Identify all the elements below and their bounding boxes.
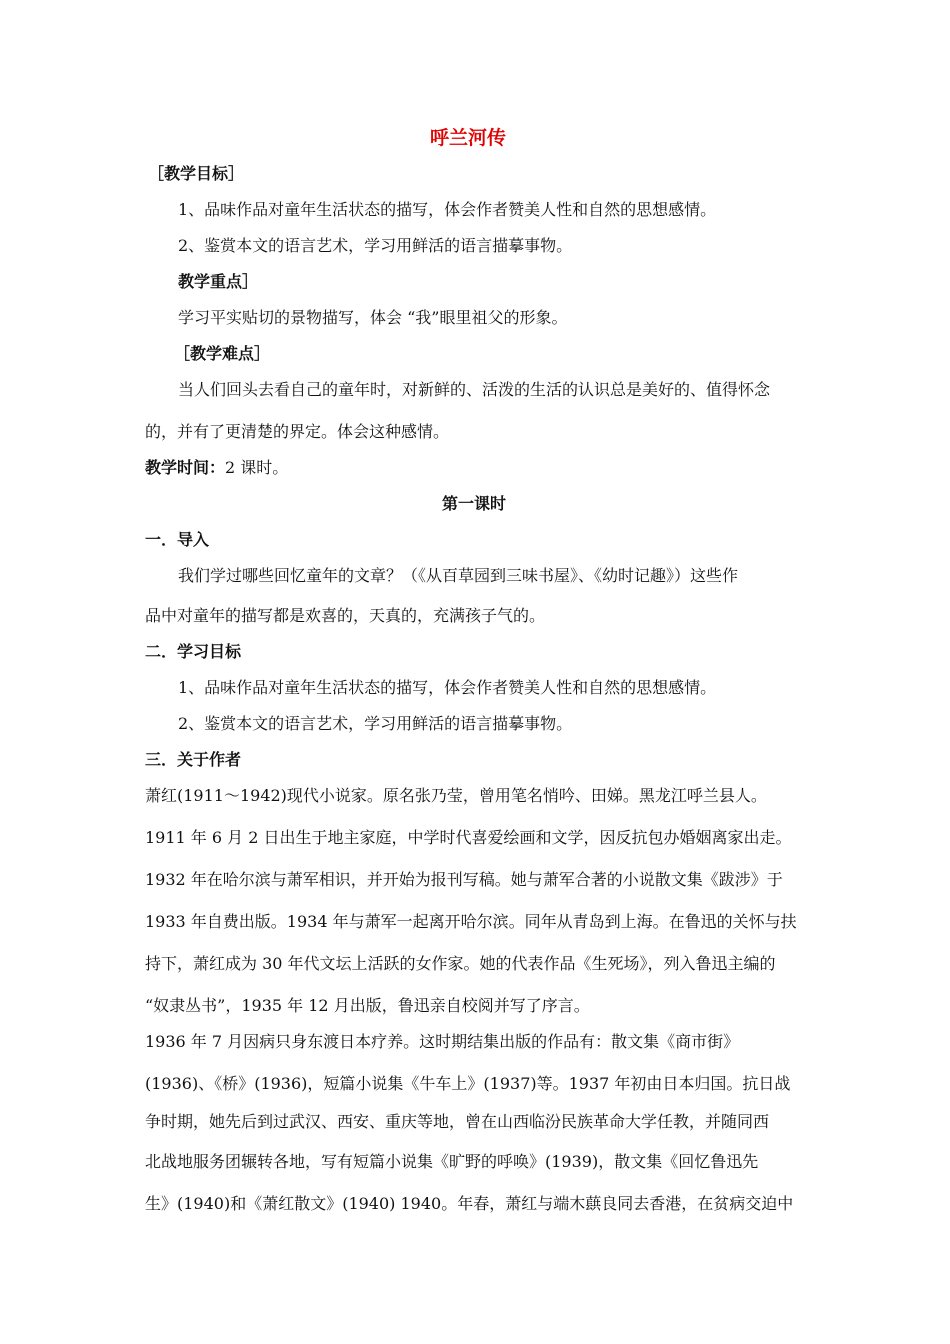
- author-line-7: 1936 年 7 月因病只身东渡日本疗养。这时期结集出版的作品有：散文集《商市街》: [145, 1032, 740, 1051]
- teaching-time: [145, 458, 288, 478]
- intro-heading: 一．导入: [145, 530, 210, 549]
- author-heading: 三．关于作者: [145, 750, 242, 769]
- key-points-heading: 教学重点］: [178, 272, 259, 291]
- difficulties-text-line1: 当人们回头去看自己的童年时，对新鲜的、活泼的生活的认识总是美好的、值得怀念: [178, 380, 771, 399]
- teaching-goals-heading: ［教学目标］: [148, 164, 245, 183]
- objectives-heading: 二．学习目标: [145, 642, 242, 661]
- author-line-9: 争时期，她先后到过武汉、西安、重庆等地，曾在山西临汾民族革命大学任教，并随同西: [145, 1112, 770, 1131]
- lesson1-heading: 第一课时: [442, 494, 507, 513]
- author-line-10: 北战地服务团辗转各地，写有短篇小说集《旷野的呼唤》(1939)，散文集《回忆鲁迅先: [145, 1152, 759, 1171]
- teaching-time-label: 教学时间：: [145, 458, 226, 477]
- objective-2: 2、鉴赏本文的语言艺术，学习用鲜活的语言描摹事物。: [178, 714, 573, 733]
- intro-line2: 品中对童年的描写都是欢喜的，天真的，充满孩子气的。: [145, 606, 546, 625]
- author-line-6: “奴隶丛书”，1935 年 12 月出版，鲁迅亲自校阅并写了序言。: [145, 996, 590, 1015]
- teaching-time-value: 2 课时。: [225, 458, 289, 477]
- teaching-goal-2: 2、鉴赏本文的语言艺术，学习用鲜活的语言描摹事物。: [178, 236, 573, 255]
- difficulties-text-line2: 的，并有了更清楚的界定。体会这种感情。: [145, 422, 450, 441]
- teaching-goal-1: 1、品味作品对童年生活状态的描写，体会作者赞美人性和自然的思想感情。: [178, 200, 717, 219]
- key-points-text: 学习平实贴切的景物描写，体会 “我”眼里祖父的形象。: [178, 308, 568, 327]
- author-line-5: 持下，萧红成为 30 年代文坛上活跃的女作家。她的代表作品《生死场》，列入鲁迅主编的: [145, 954, 776, 973]
- author-line-1: 萧红(1911～1942)现代小说家。原名张乃莹，曾用笔名悄吟、田娣。黑龙江呼兰县人。: [145, 786, 767, 805]
- author-line-11: 生》(1940)和《萧红散文》(1940) 1940。年春，萧红与端木蕻良同去香港，在贫病交迫中: [145, 1194, 794, 1213]
- difficulties-heading: ［教学难点］: [174, 344, 271, 363]
- author-line-2: 1911 年 6 月 2 日出生于地主家庭，中学时代喜爱绘画和文学，因反抗包办婚姻离家出走。: [145, 828, 792, 847]
- author-line-3: 1932 年在哈尔滨与萧军相识，并开始为报刊写稿。她与萧军合著的小说散文集《跋涉》于: [145, 870, 783, 889]
- author-line-8: (1936)、《桥》(1936)，短篇小说集《牛车上》(1937)等。1937 年初由日本归国。抗日战: [145, 1074, 791, 1093]
- document-title: 呼兰河传: [430, 127, 507, 149]
- objective-1: 1、品味作品对童年生活状态的描写，体会作者赞美人性和自然的思想感情。: [178, 678, 717, 697]
- intro-line1: 我们学过哪些回忆童年的文章？（《从百草园到三味书屋》、《幼时记趣》）这些作: [178, 566, 739, 585]
- author-line-4: 1933 年自费出版。1934 年与萧军一起离开哈尔滨。同年从青岛到上海。在鲁迅的关怀与扶: [145, 912, 797, 931]
